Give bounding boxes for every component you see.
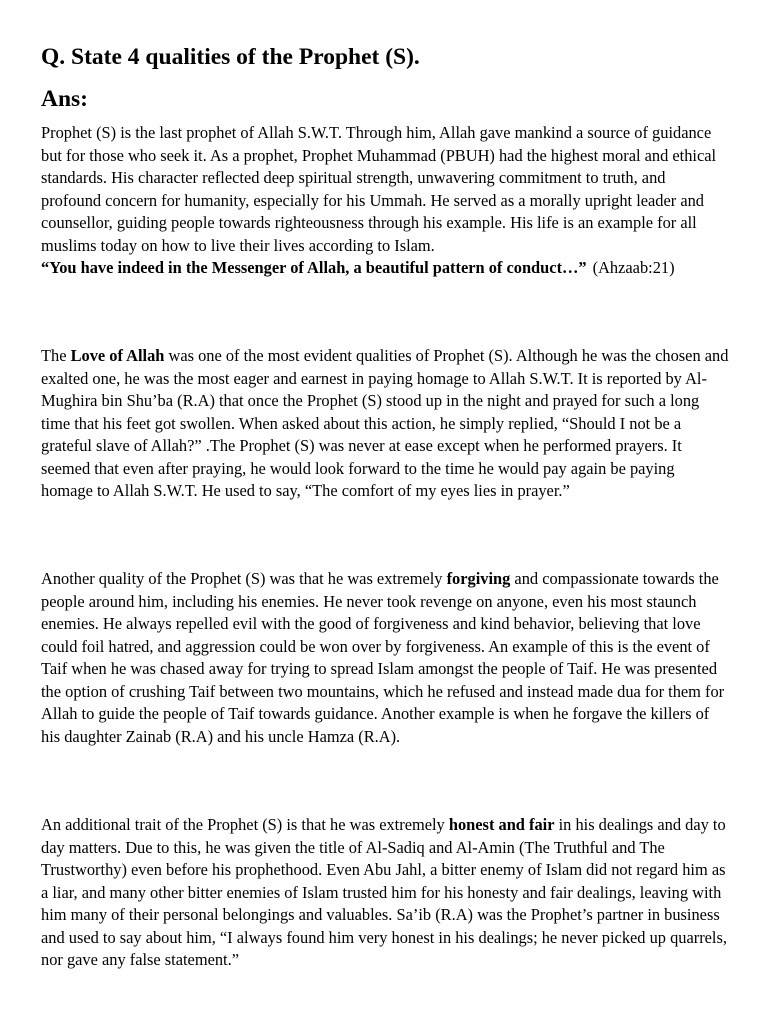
forgiving-keyword: forgiving [446, 569, 511, 588]
forgiving-text-after: and compassionate towards the people around him, including his enemies. He never took revenge on anyone, even his most staunch enemies. He always repelled evil with the good of forgiveness and kind behavior, believing that love could foil hatred, and aggression could be won over by forgiveness. An example of this is the event of Taif when he was chased away for trying to spread Islam amongst the people of Taif. He was presented the option of crushing Taif between two mountains, which he refused and instead made dua for them for Allah to guide the people of Taif towards guidance. Another example is when he forgave the killers of his daughter Zainab (R.A) and his uncle Hamza (R.A). [41, 569, 725, 746]
honest-text-after: in his dealings and day to day matters. Due to this, he was given the title of Al-Sadiq and Al-Amin (The Truthful and The Trustworthy) even before his prophethood. Even Abu Jahl, a bitter enemy of Islam did not regard him as a liar, and many other bitter enemies of Islam trusted him for his honesty and fair dealings, leaving with him many of their personal belongings and valuables. Sa’ib (R.A) was the Prophet’s partner in business and used to say about him, “I always found him very honest in his dealings; he never picked up quarrels, nor gave any false statement.” [41, 815, 727, 969]
intro-text: Prophet (S) is the last prophet of Allah S.W.T. Through him, Allah gave mankind a source of guidance but for those who seek it. As a prophet, Prophet Muhammad (PBUH) had the highest moral and ethical standards. His character reflected deep spiritual strength, unwavering commitment to truth, and profound concern for humanity, especially for his Ummah. He served as a morally upright leader and counsellor, guiding people towards righteousness through his example. His life is an example for all muslims today on how to live their lives according to Islam. [41, 123, 717, 255]
love-of-allah-paragraph [41, 345, 729, 503]
quran-quote-line [41, 257, 729, 280]
love-text-before: The [41, 346, 71, 365]
forgiving-text-before: Another quality of the Prophet (S) was that he was extremely [41, 569, 447, 588]
forgiving-paragraph [41, 568, 729, 748]
love-keyword: Love of Allah [70, 346, 165, 365]
answer-label: Ans: [41, 86, 89, 112]
honest-fair-paragraph [41, 814, 729, 972]
honest-text-before: An additional trait of the Prophet (S) is that he was extremely [41, 815, 449, 834]
honest-keyword: honest and fair [448, 815, 555, 834]
intro-paragraph [41, 122, 729, 280]
question-heading: Q. State 4 qualities of the Prophet (S). [41, 44, 420, 70]
quran-quote: “You have indeed in the Messenger of Allah, a beautiful pattern of conduct…” [41, 258, 587, 277]
love-text-after: was one of the most evident qualities of Prophet (S). Although he was the chosen and exalted one, he was the most eager and earnest in paying homage to Allah S.W.T. It is reported by Al-Mughira bin Shu’ba (R.A) that once the Prophet (S) stood up in the night and prayed for such a long time that his feet got swollen. When asked about this action, he simply replied, “Should I not be a grateful slave of Allah?” .The Prophet (S) was never at ease except when he performed prayers. It seemed that even after praying, he would look forward to the time he would pay again be paying homage to Allah S.W.T. He used to say, “The comfort of my eyes lies in prayer.” [41, 346, 729, 500]
quote-reference: (Ahzaab:21) [592, 258, 675, 277]
